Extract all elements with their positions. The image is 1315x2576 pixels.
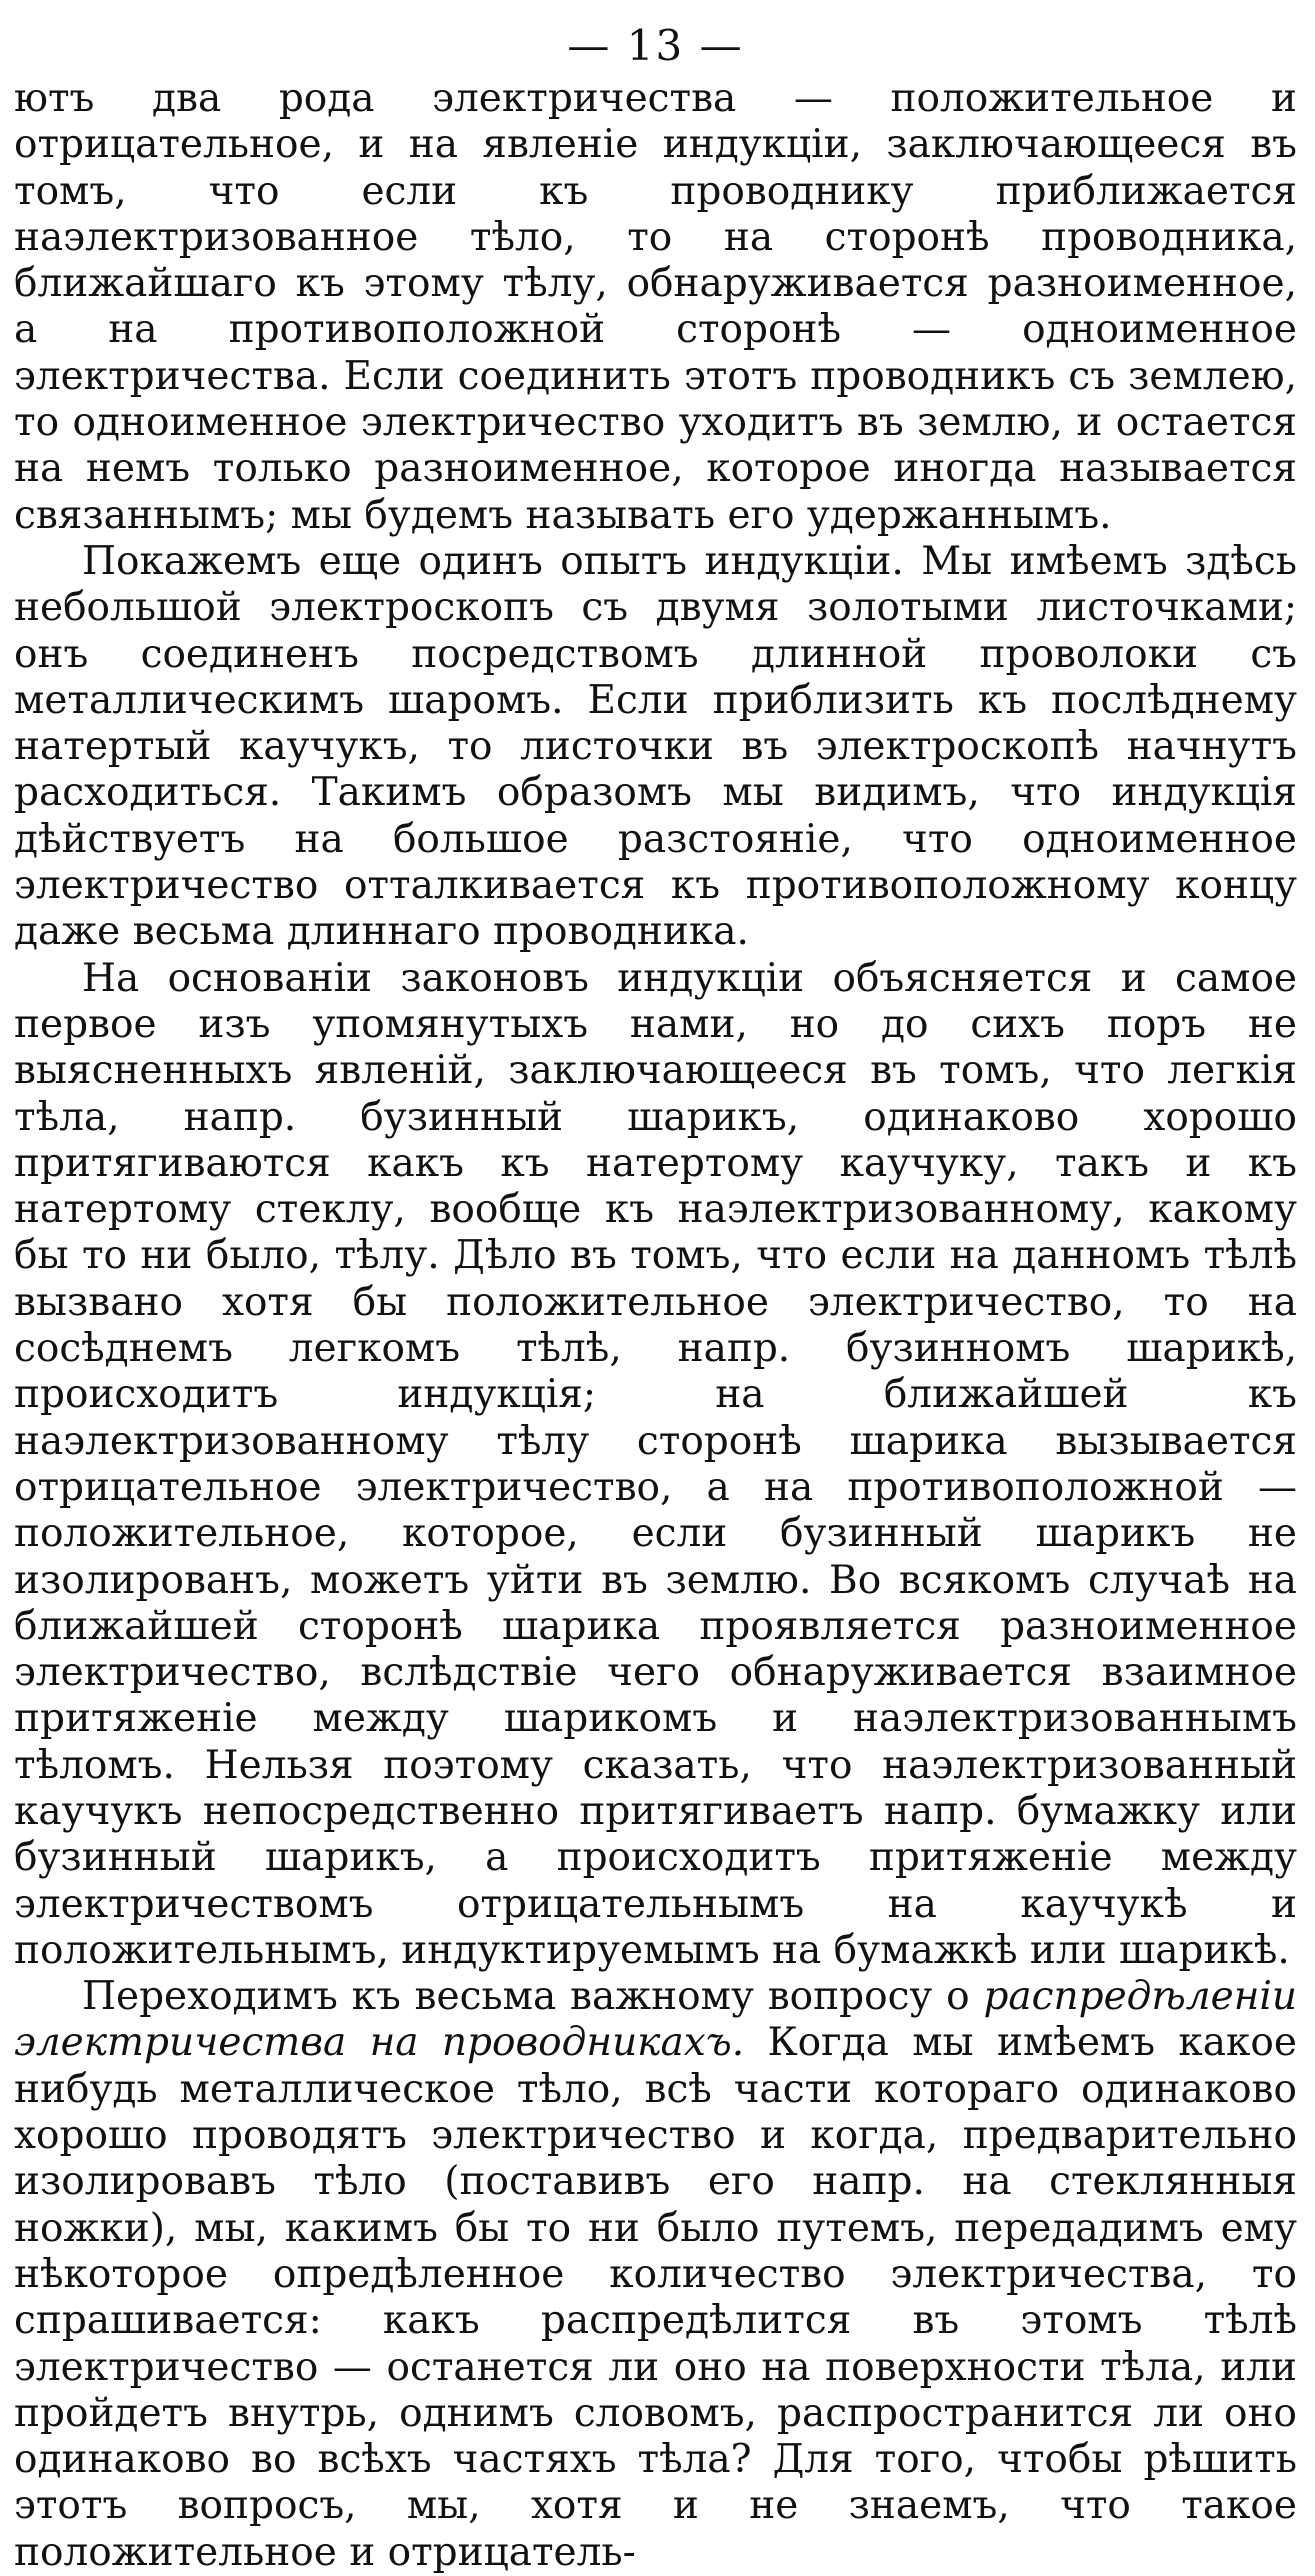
paragraph-continuation: ютъ два рода электричества — положительное и отрицательное, и на явленіе индукціи, заключающееся въ томъ, что если къ проводнику приближается наэлектризованное тѣло, то на сторонѣ проводника, ближайшаго къ этому тѣлу, обнаруживается разноименное, а на противоположной сторонѣ — одноименное электричества. Если соединить этотъ проводникъ съ землею, то одноименное электричество уходитъ въ землю, и остается на немъ только разноименное, которое иногда называется связаннымъ; мы будемъ называть его удержаннымъ. xyxy=(14,76,1297,538)
emphasized-term: распредѣленіи электричества на проводникахъ. xyxy=(14,1974,1297,2066)
paragraph-charge-distribution xyxy=(14,1974,1297,2576)
page-body xyxy=(14,76,1297,2576)
paragraph-text-before: Переходимъ къ весьма важному вопросу о xyxy=(82,1974,984,2020)
document-page xyxy=(14,20,1297,2575)
paragraph-light-bodies-attraction: На основаніи законовъ индукціи объясняется и самое первое изъ упомянутыхъ нами, но до сихъ поръ не выясненныхъ явленій, заключающееся въ томъ, что легкія тѣла, напр. бузинный шарикъ, одинаково хорошо притягиваются какъ къ натертому каучуку, такъ и къ натертому стеклу, вообще къ наэлектризованному, какому бы то ни было, тѣлу. Дѣло въ томъ, что если на данномъ тѣлѣ вызвано хотя бы положительное электричество, то на сосѣднемъ легкомъ тѣлѣ, напр. бузинномъ шарикѣ, происходитъ индукція; на ближайшей къ наэлектризованному тѣлу сторонѣ шарика вызывается отрицательное электричество, а на противоположной — положительное, которое, если бузинный шарикъ не изолированъ, можетъ уйти въ землю. Во всякомъ случаѣ на ближайшей сторонѣ шарика проявляется разноименное электричество, вслѣдствіе чего обнаруживается взаимное притяженіе между шарикомъ и наэлектризованнымъ тѣломъ. Нельзя поэтому сказать, что наэлектризованный каучукъ непосредственно притягиваетъ напр. бумажку или бузинный шарикъ, а происходитъ притяженіе между электричествомъ отрицательнымъ на каучукѣ и положительнымъ, индуктируемымъ на бумажкѣ или шарикѣ. xyxy=(14,955,1297,1973)
paragraph-induction-experiment: Покажемъ еще одинъ опытъ индукціи. Мы имѣемъ здѣсь небольшой электроскопъ съ двумя золотыми листочками; онъ соединенъ посредствомъ длинной проволоки съ металлическимъ шаромъ. Если приблизить къ послѣднему натертый каучукъ, то листочки въ электроскопѣ начнутъ расходиться. Такимъ образомъ мы видимъ, что индукція дѣйствуетъ на большое разстояніе, что одноименное электричество отталкивается къ противоположному концу даже весьма длиннаго проводника. xyxy=(14,538,1297,955)
paragraph-text-after: Когда мы имѣемъ какое нибудь металлическое тѣло, всѣ части котораго одинаково хорошо проводятъ электричество и когда, предварительно изолировавъ тѣло (поставивъ его напр. на стеклянныя ножки), мы, какимъ бы то ни было путемъ, передадимъ ему нѣкоторое опредѣленное количество электричества, то спрашивается: какъ распредѣлится въ этомъ тѣлѣ электричество — останется ли оно на поверхности тѣла, или пройдетъ внутрь, однимъ словомъ, распространится ли оно одинаково во всѣхъ частяхъ тѣла? Для того, чтобы рѣшить этотъ вопросъ, мы, хотя и не знаемъ, что такое положительное и отрицатель- xyxy=(14,2020,1297,2575)
page-number: — 13 — xyxy=(567,21,744,70)
